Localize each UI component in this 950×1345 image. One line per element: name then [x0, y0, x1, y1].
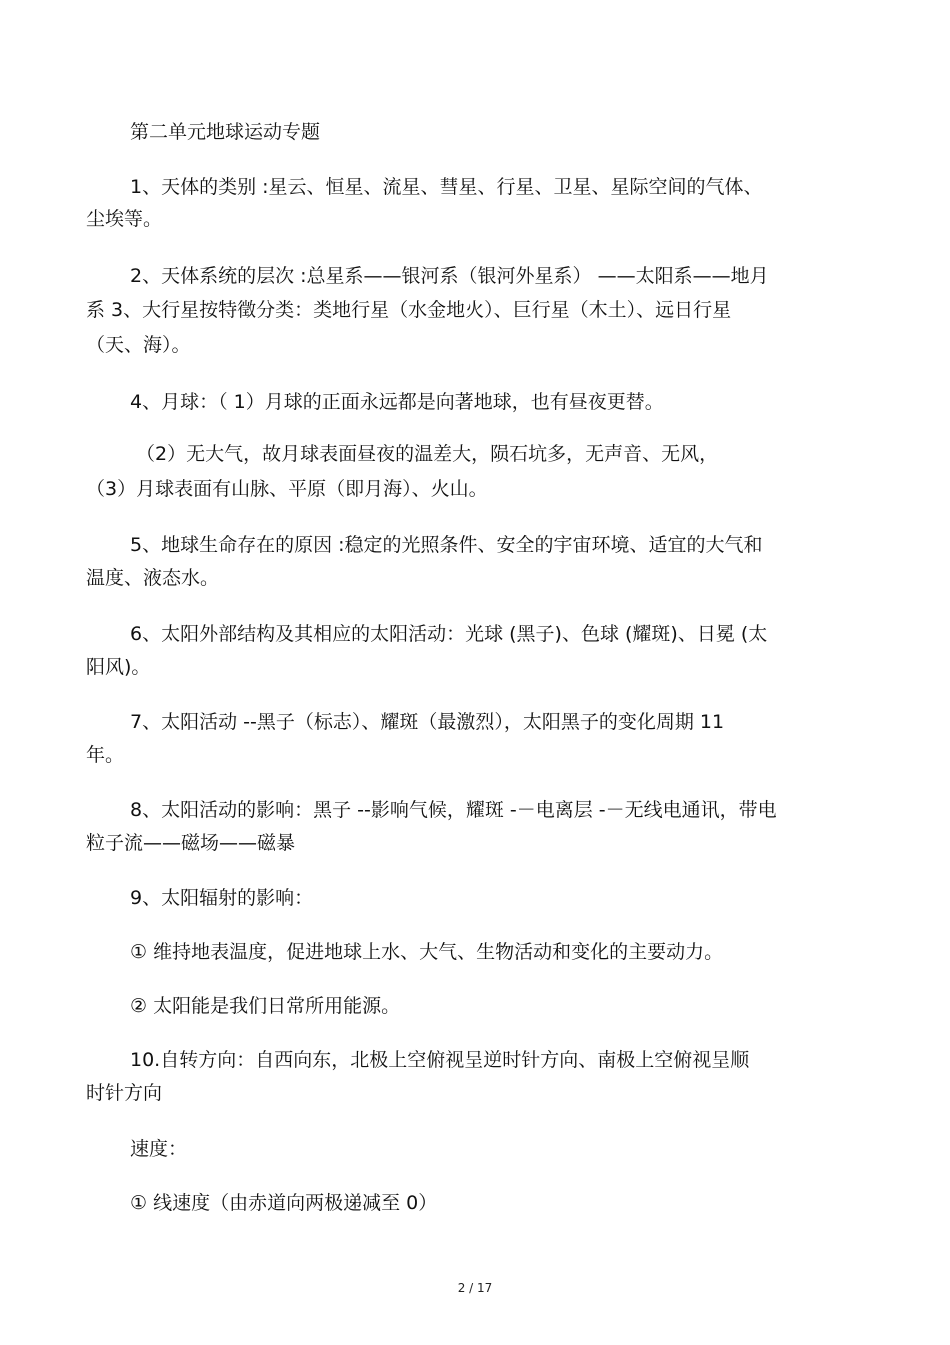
- text-line: 系 3、大行星按特徵分类：类地行星（水金地火）、巨行星（木土）、远日行星: [86, 299, 732, 321]
- text-line: 阳风)。: [86, 656, 151, 678]
- text-line: ② 太阳能是我们日常所用能源。: [130, 995, 401, 1017]
- text-line: 粒子流——磁场——磁暴: [86, 832, 296, 854]
- text-line: （2）无大气，故月球表面昼夜的温差大，陨石坑多，无声音、无风，: [136, 443, 719, 465]
- text-line: 9、太阳辐射的影响：: [130, 887, 314, 909]
- text-line: （3）月球表面有山脉、平原（即月海）、火山。: [86, 478, 488, 500]
- text-line: 10.自转方向：自西向东，北极上空俯视呈逆时针方向、南极上空俯视呈顺: [130, 1049, 750, 1071]
- text-line: 速度：: [130, 1138, 188, 1160]
- text-line: 年。: [86, 744, 125, 766]
- text-line: 7、太阳活动 --黑子（标志）、耀斑（最激烈），太阳黑子的变化周期 11: [130, 711, 725, 733]
- text-line: 5、地球生命存在的原因 :稳定的光照条件、安全的宇宙环境、适宜的大气和: [130, 534, 763, 556]
- text-line: ① 维持地表温度，促进地球上水、大气、生物活动和变化的主要动力。: [130, 941, 724, 963]
- text-line: 时针方向: [86, 1082, 163, 1104]
- text-line: 尘埃等。: [86, 208, 163, 230]
- text-line: 6、太阳外部结构及其相应的太阳活动：光球 (黑子)、色球 (耀斑)、日冕 (太: [130, 623, 768, 645]
- page-indicator: 2 / 17: [457, 1281, 493, 1295]
- text-line: ① 线速度（由赤道向两极递减至 0）: [130, 1192, 438, 1214]
- document-title: 第二单元地球运动专题: [130, 121, 321, 143]
- text-line: （天、海）。: [86, 334, 191, 356]
- text-line: 4、月球：（ 1）月球的正面永远都是向著地球，也有昼夜更替。: [130, 391, 664, 413]
- text-line: 温度、液态水。: [86, 567, 220, 589]
- text-line: 8、太阳活动的影响：黑子 --影响气候，耀斑 -－电离层 -－无线电通讯，带电: [130, 799, 777, 821]
- text-line: 1、天体的类别 :星云、恒星、流星、彗星、行星、卫星、星际空间的气体、: [130, 176, 763, 198]
- text-line: 2、天体系统的层次 :总星系——银河系（银河外星系） ——太阳系——地月: [130, 265, 769, 287]
